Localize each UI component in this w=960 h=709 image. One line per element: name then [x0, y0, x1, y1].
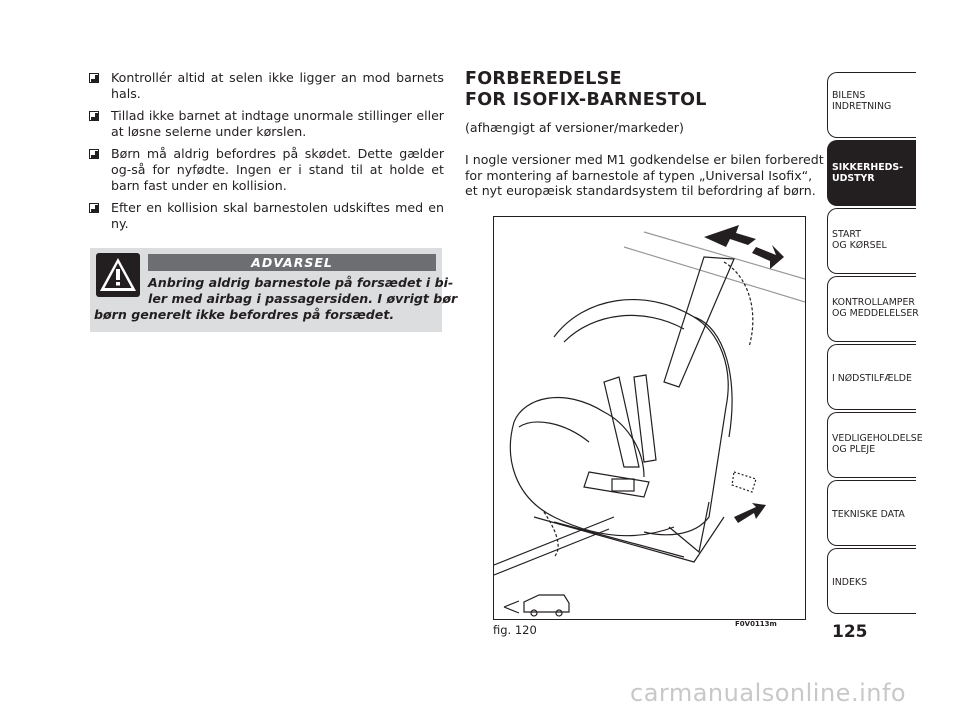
tab-label — [832, 229, 887, 251]
bullet-item — [88, 146, 444, 195]
tab-label-line: TEKNISKE DATA — [832, 509, 905, 520]
checkbox-bullet-icon — [89, 73, 99, 83]
intro-line: for montering af barnestole af typen „Universal Isofix“, — [465, 167, 813, 183]
section-title-line: FOR ISOFIX-BARNESTOL — [465, 90, 707, 110]
tab-label-line: START — [832, 229, 861, 240]
intro-line: et nyt europæisk standardsystem til befordring af børn. — [465, 183, 816, 198]
tab-kontrollamper[interactable] — [827, 276, 919, 342]
tab-i-nodstilfaelde[interactable] — [827, 344, 916, 410]
tab-label-line: OG MEDDELELSER — [832, 308, 919, 319]
intro-paragraph — [465, 152, 824, 199]
bullet-text: Tillad ikke barnet at indtage unormale stillinger eller at løsne selerne under kørslen. — [111, 107, 444, 140]
bullet-item — [88, 70, 444, 103]
warning-box — [90, 248, 458, 332]
warning-line: ler med airbag i passagersiden. I øvrigt bør — [148, 291, 458, 306]
tab-start-og-korsel[interactable] — [827, 208, 916, 274]
tab-label-line: SIKKERHEDS- — [832, 162, 904, 173]
intro-line: I nogle versioner med M1 godkendelse er bilen forberedt — [465, 152, 824, 167]
tab-label-line: VEDLIGEHOLDELSE — [832, 433, 923, 444]
tab-label-line: I NØDSTILFÆLDE — [832, 373, 912, 384]
warning-line: Anbring aldrig barnestole på forsædet i bi- — [148, 275, 454, 290]
tab-label-line: KONTROLLAMPER — [832, 297, 915, 308]
tab-label-line: UDSTYR — [832, 173, 875, 184]
bullet-text: Kontrollér altid at selen ikke ligger an mod barnets hals. — [111, 70, 444, 102]
tab-vedligeholdelse[interactable] — [827, 412, 923, 478]
tab-label-line: INDEKS — [832, 577, 868, 588]
checkbox-bullet-icon — [89, 111, 99, 121]
bullet-list — [88, 70, 444, 238]
tab-label — [832, 297, 919, 319]
tab-label-line: BILENS — [832, 90, 866, 101]
tab-label — [832, 509, 905, 520]
tab-label — [832, 90, 891, 112]
bullet-item — [88, 108, 444, 141]
watermark-text: carmanualsonline.info — [630, 679, 907, 707]
section-subtitle: (afhængigt af versioner/markeder) — [465, 120, 684, 135]
figure-code: F0V0113m — [735, 620, 777, 628]
checkbox-bullet-icon — [89, 149, 99, 159]
page-number: 125 — [832, 622, 868, 642]
child-seat-illustration — [493, 216, 806, 620]
bullet-text: Efter en kollision skal barnestolen udskiftes med en ny. — [111, 199, 444, 232]
bullet-text: Børn må aldrig befordres på skødet. Dette gælder og-så for nyfødte. Ingen er i stand til at holde et barn fast under en kollision. — [111, 145, 444, 194]
section-title — [465, 69, 707, 111]
bullet-item — [88, 200, 444, 233]
tab-indeks[interactable] — [827, 548, 916, 614]
child-seat-drawing — [494, 217, 805, 619]
warning-line: børn generelt ikke befordres på forsædet. — [94, 307, 395, 322]
checkbox-bullet-icon — [89, 203, 99, 213]
tab-label-line: INDRETNING — [832, 101, 892, 112]
section-title-line: FORBEREDELSE — [465, 69, 622, 89]
tab-label — [832, 373, 912, 384]
tab-label-line: OG KØRSEL — [832, 240, 887, 251]
tab-bilens-indretning[interactable] — [827, 72, 916, 138]
tab-label — [832, 433, 923, 455]
tab-label-line: OG PLEJE — [832, 444, 876, 455]
warning-heading: ADVARSEL — [148, 254, 436, 271]
warning-text — [90, 275, 458, 323]
tab-label — [832, 577, 867, 588]
figure-caption: fig. 120 — [493, 623, 537, 637]
tab-label — [832, 162, 903, 184]
tab-sikkerhedsudstyr[interactable] — [827, 140, 916, 206]
tab-tekniske-data[interactable] — [827, 480, 916, 546]
